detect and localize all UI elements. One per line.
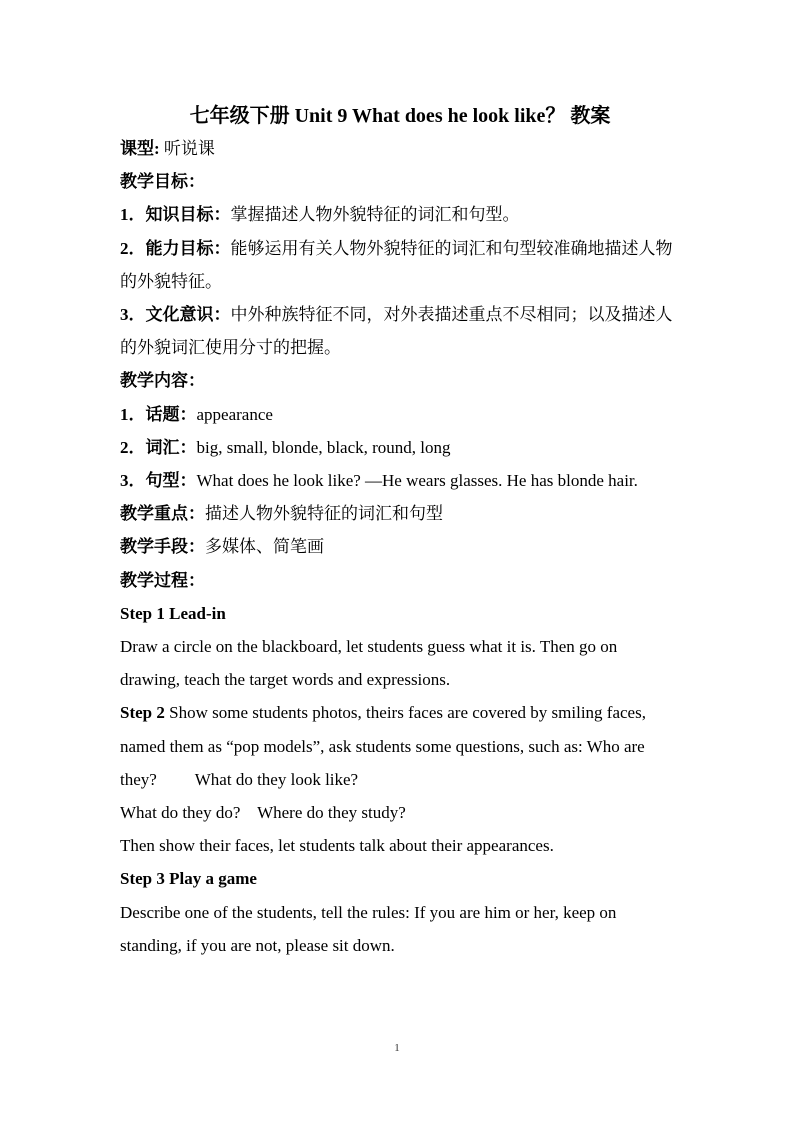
key-points-text: 描述人物外貌特征的词汇和句型 (205, 504, 443, 524)
page-number: 1 (394, 1042, 400, 1054)
document-title: 七年级下册 Unit 9 What does he look like？ 教案 (189, 105, 611, 127)
objective-label: 1．知识目标： (120, 205, 231, 225)
step1-text: Draw a circle on the blackboard, let students guess what it is. Then go on drawing, teach the target words and expressions. (120, 637, 618, 690)
lesson-type-label: 课型: (120, 139, 160, 158)
objective-label: 3．文化意识： (120, 305, 231, 325)
step2-text (120, 696, 680, 796)
teaching-means-label: 教学手段： (120, 537, 205, 557)
objective-item (120, 198, 680, 231)
objective-text: 中外种族特征不同，对外表描述重点不尽相同；以及描述人的外貌词汇使用分寸的把握。 (120, 305, 673, 358)
content-text: big, small, blonde, black, round, long (196, 437, 451, 457)
content-item (120, 464, 680, 497)
step3-text: Describe one of the students, tell the rules: If you are him or her, keep on standing, if you are not, please sit down. (120, 902, 617, 955)
document-page (120, 100, 680, 962)
content-item (120, 398, 680, 431)
content-item (120, 431, 680, 464)
objective-text: 掌握描述人物外貌特征的词汇和句型。 (230, 205, 520, 225)
objective-item (120, 298, 680, 364)
step2-line2: What do they do? Where do they study? (120, 803, 406, 823)
objective-label: 2．能力目标： (120, 238, 231, 258)
objective-text: 能够运用有关人物外貌特征的词汇和句型较准确地描述人物的外貌特征。 (120, 238, 673, 291)
content-heading: 教学内容： (120, 371, 205, 391)
objective-item (120, 232, 680, 298)
objectives-heading: 教学目标： (120, 172, 205, 192)
step2-line3: Then show their faces, let students talk about their appearances. (120, 836, 554, 856)
step2-body: Show some students photos, theirs faces are covered by smiling faces, named them as “pop models”, ask students some questions, such as: Who are they? What do they look like? (120, 703, 651, 789)
content-label: 2．词汇： (120, 437, 197, 457)
content-label: 1．话题： (120, 404, 197, 424)
step3-title: Step 3 Play a game (120, 869, 257, 889)
key-points (120, 497, 680, 530)
content-text: appearance (196, 404, 273, 424)
content-text: What does he look like? —He wears glasses. He has blonde hair. (196, 471, 638, 491)
lesson-type (120, 132, 680, 165)
step2-label: Step 2 (120, 703, 165, 723)
lesson-type-value: 听说课 (159, 139, 215, 158)
teaching-means (120, 530, 680, 563)
key-points-label: 教学重点： (120, 504, 205, 524)
step1-title: Step 1 Lead-in (120, 603, 226, 623)
content-label: 3．句型： (120, 471, 197, 491)
teaching-means-text: 多媒体、简笔画 (205, 537, 324, 557)
process-heading: 教学过程： (120, 570, 205, 590)
